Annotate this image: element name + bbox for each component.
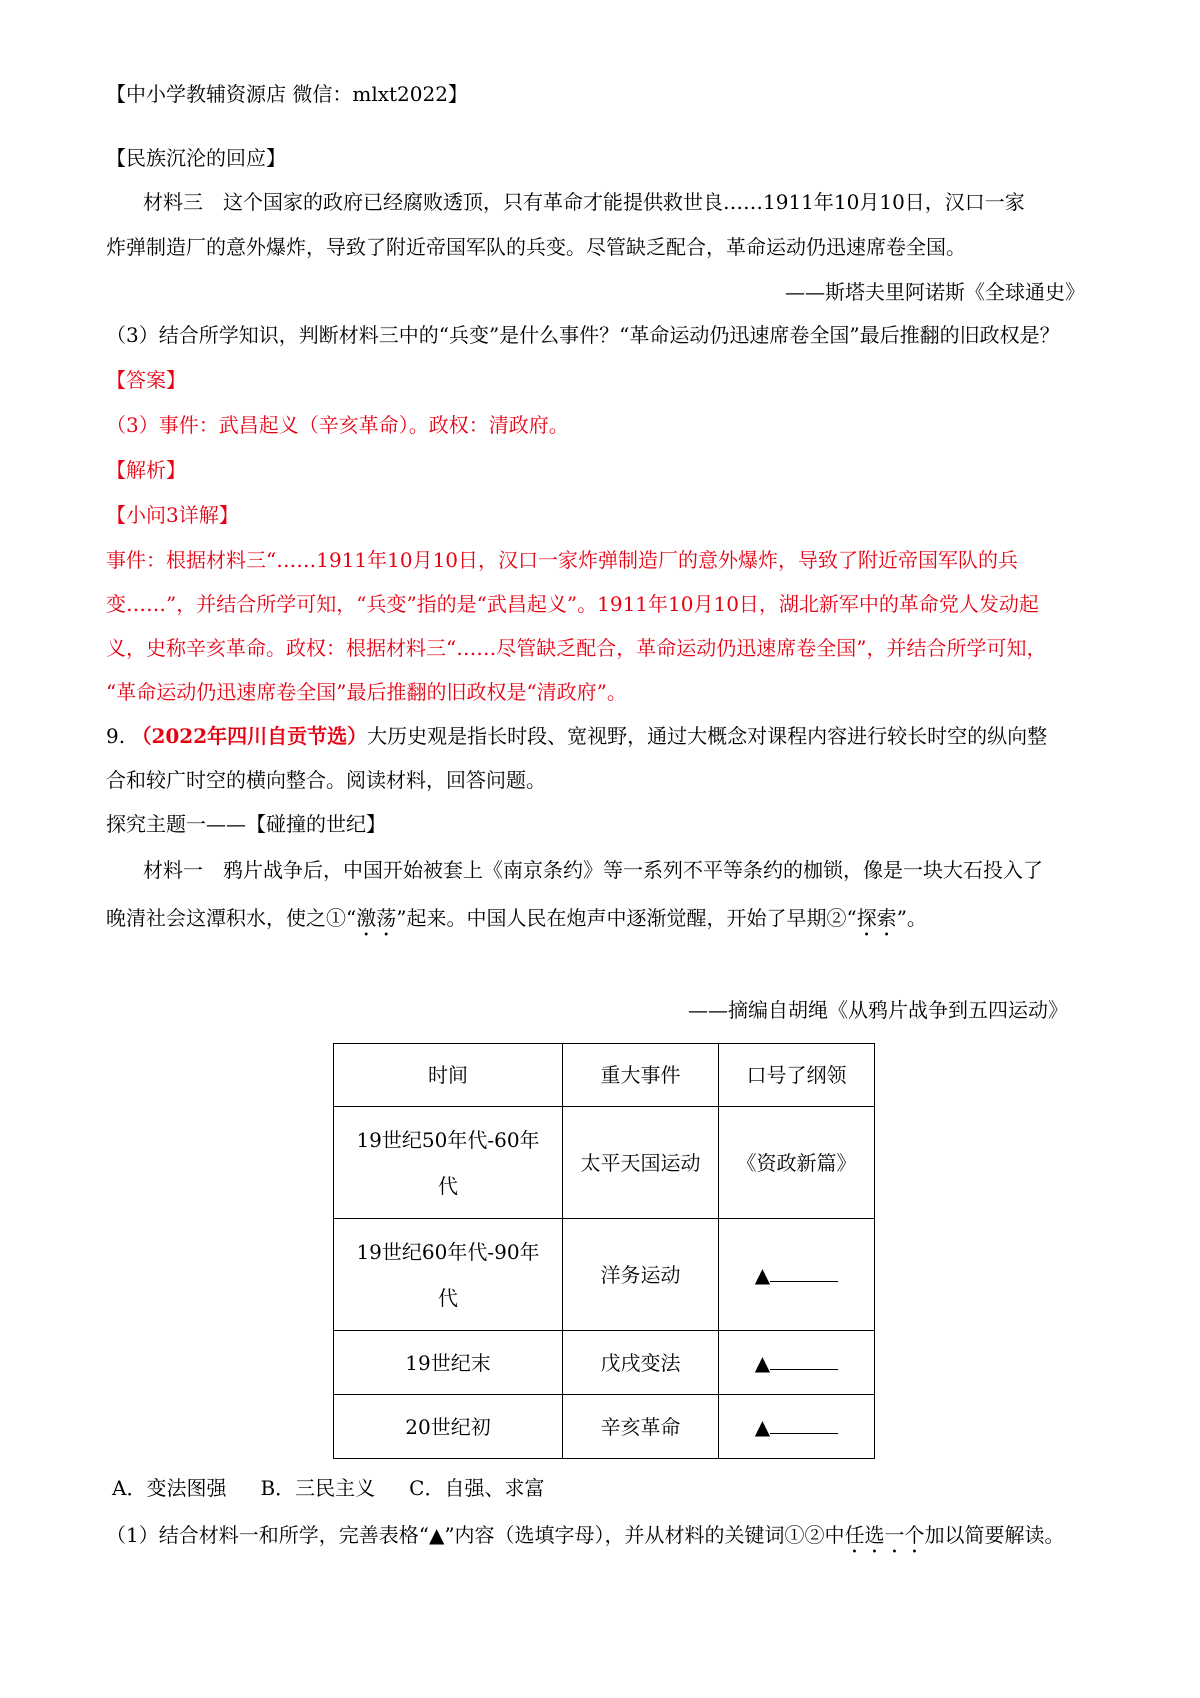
analysis-line: 义，史称辛亥革命。政权：根据材料三“……尽管缺乏配合，革命运动仍迅速席卷全国”，并结合所学可知， xyxy=(106,636,1047,660)
material1-line1: 材料一 鸦片战争后，中国开始被套上《南京条约》等一系列不平等条约的枷锁，像是一块大石投入了 xyxy=(143,858,1043,882)
material3-source: ——斯塔夫里阿诺斯《全球通史》 xyxy=(785,280,1085,304)
table-row xyxy=(334,1395,875,1459)
analysis-line: 事件：根据材料三“……1911年10月10日，汉口一家炸弹制造厂的意外爆炸，导致了附近帝国军队的兵 xyxy=(106,548,1019,572)
question-text: （1）结合材料一和所学，完善表格“▲”内容（选填字母），并从材料的关键词①②中 xyxy=(106,1523,845,1547)
keyword-1: 激荡 xyxy=(356,906,397,930)
question-number: 9. xyxy=(106,724,126,748)
time-text: 19世纪60年代-90年 xyxy=(356,1239,540,1264)
table-header-cell: 口号了纲领 xyxy=(719,1044,875,1107)
table-cell-event: 太平天国运动 xyxy=(563,1107,719,1219)
blank-marker: ▲ xyxy=(754,1350,771,1375)
answer-blank[interactable] xyxy=(770,1413,838,1434)
section-title: 【民族沉沦的回应】 xyxy=(106,146,286,170)
material1-text: ”起来。中国人民在炮声中逐渐觉醒，开始了早期②“ xyxy=(396,906,857,930)
analysis-line: “革命运动仍迅速席卷全国”最后推翻的旧政权是“清政府”。 xyxy=(106,680,627,704)
material3-line2: 炸弹制造厂的意外爆炸，导致了附近帝国军队的兵变。尽管缺乏配合，革命运动仍迅速席卷全国。 xyxy=(106,235,966,259)
analysis-line: 变……”，并结合所学可知，“兵变”指的是“武昌起义”。1911年10月10日，湖北新军中的革命党人发动起 xyxy=(106,592,1039,616)
page-header: 【中小学教辅资源店 微信：mlxt2022】 xyxy=(106,82,468,106)
blank-marker: ▲ xyxy=(754,1262,771,1287)
answer-label: 【答案】 xyxy=(106,368,186,392)
option-a: A．变法图强 xyxy=(112,1476,227,1500)
option-c: C．自强、求富 xyxy=(409,1476,545,1500)
time-text: 19世纪50年代-60年 xyxy=(356,1127,540,1152)
table-cell-slogan xyxy=(719,1331,875,1395)
option-b: B．三民主义 xyxy=(260,1476,376,1500)
theme-title: 探究主题一——【碰撞的世纪】 xyxy=(106,812,386,836)
option-list xyxy=(112,1478,544,1498)
material3-line1: 材料三 这个国家的政府已经腐败透顶，只有革命才能提供救世良……1911年10月10日，汉口一家 xyxy=(143,190,1025,214)
time-text: 代 xyxy=(438,1173,458,1198)
table-row xyxy=(334,1107,875,1219)
events-table xyxy=(333,1043,875,1459)
table-cell-time xyxy=(334,1219,563,1331)
emphasis-text: 任选一个 xyxy=(844,1523,925,1547)
material1-line2 xyxy=(106,906,927,941)
material1-text: ”。 xyxy=(896,906,927,930)
table-cell-event: 戊戌变法 xyxy=(563,1331,719,1395)
table-cell-event: 辛亥革命 xyxy=(563,1395,719,1459)
answer-blank[interactable] xyxy=(770,1349,838,1370)
table-cell-slogan: 《资政新篇》 xyxy=(719,1107,875,1219)
question-intro: 大历史观是指长时段、宽视野，通过大概念对课程内容进行较长时空的纵向整 xyxy=(367,724,1048,748)
answer-text: （3）事件：武昌起义（辛亥革命）。政权：清政府。 xyxy=(106,413,569,437)
table-header-row xyxy=(334,1044,875,1107)
material1-source: ——摘编自胡绳《从鸦片战争到五四运动》 xyxy=(688,998,1068,1022)
question-text: 加以简要解读。 xyxy=(924,1523,1065,1547)
time-text: 代 xyxy=(438,1285,458,1310)
table-cell-slogan xyxy=(719,1395,875,1459)
table-header-cell: 重大事件 xyxy=(563,1044,719,1107)
table-row xyxy=(334,1219,875,1331)
question-source-tag: （2022年四川自贡节选） xyxy=(131,724,368,748)
table-header-cell: 时间 xyxy=(334,1044,563,1107)
table-cell-time: 20世纪初 xyxy=(334,1395,563,1459)
question-9-line2: 合和较广时空的横向整合。阅读材料，回答问题。 xyxy=(106,768,546,792)
question-9-line1 xyxy=(106,726,1047,746)
material1-text: 晚清社会这潭积水，使之①“ xyxy=(106,906,357,930)
table-cell-event: 洋务运动 xyxy=(563,1219,719,1331)
table-cell-slogan xyxy=(719,1219,875,1331)
table-cell-time xyxy=(334,1107,563,1219)
blank-marker: ▲ xyxy=(754,1414,771,1439)
keyword-2: 探索 xyxy=(856,906,897,930)
detail-label: 【小问3详解】 xyxy=(106,503,239,527)
question-3: （3）结合所学知识，判断材料三中的“兵变”是什么事件？“革命运动仍迅速席卷全国”最后推翻的旧政权是？ xyxy=(106,323,1060,347)
table-cell-time: 19世纪末 xyxy=(334,1331,563,1395)
analysis-label: 【解析】 xyxy=(106,458,186,482)
answer-blank[interactable] xyxy=(770,1261,838,1282)
table-row xyxy=(334,1331,875,1395)
question-9-1 xyxy=(106,1523,1065,1558)
